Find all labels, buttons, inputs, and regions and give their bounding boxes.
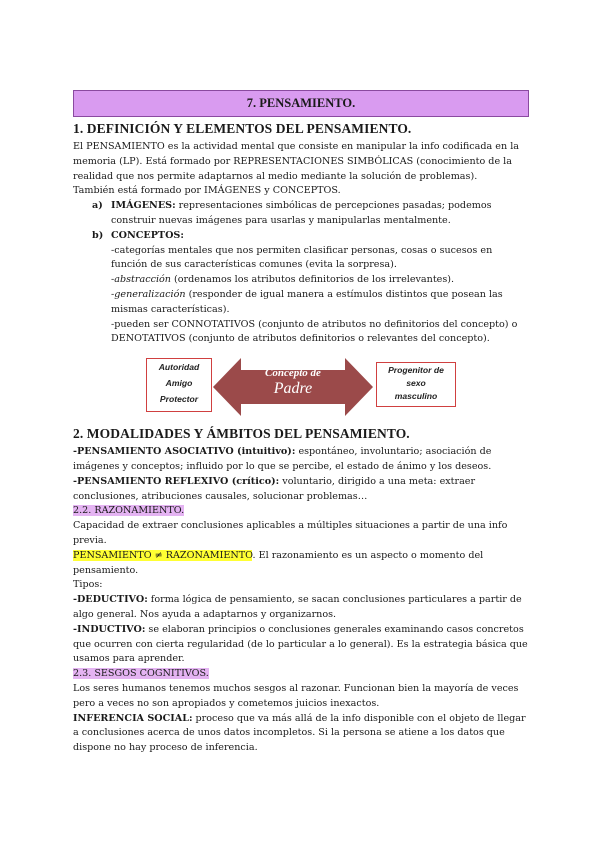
images-text: representaciones simbólicas de percepciones pasadas; podemos construir nuevas imágenes para usarlas y manipularlas mentalmente. <box>111 200 492 226</box>
associative-paragraph: -PENSAMIENTO ASOCIATIVO (intuitivo): espontáneo, involuntario; asociación de imágenes y conceptos; influido por lo que se percibe, el estado de ánimo y los deseos. <box>73 446 492 472</box>
reasoning-definition: Capacidad de extraer conclusiones aplicables a múltiples situaciones a partir de una info previa. <box>73 520 508 546</box>
center-concept-label <box>258 365 328 397</box>
inductive-term: -INDUCTIVO: <box>73 623 146 635</box>
reflexive-paragraph: -PENSAMIENTO REFLEXIVO (crítico): voluntario, dirigido a una meta: extraer conclusiones, atribuciones causales, solucionar problemas… <box>73 475 476 502</box>
concepts-line-abstraction: -abstracción (ordenamos los atributos definitorios de los irrelevantes). <box>111 274 455 286</box>
types-label: Tipos: <box>73 579 103 591</box>
biases-paragraph: Los seres humanos tenemos muchos sesgos al razonar. Funcionan bien la mayoría de veces pero a veces no son apropiados y cometemos juicios inexactos. <box>73 682 519 709</box>
center-concept-line-2: Padre <box>273 380 313 398</box>
connotative-box <box>146 358 212 412</box>
list-item-images <box>73 199 529 229</box>
center-concept-line-1: Concepto de <box>265 367 321 380</box>
list-item-concepts <box>73 229 529 347</box>
associative-term: -PENSAMIENTO ASOCIATIVO (intuitivo): <box>73 446 296 458</box>
concepts-line-4: -pueden ser CONNOTATIVOS (conjunto de atributos no definitorios del concepto) o DENOTATIVOS (conjunto de atributos definitorios o relevantes del concepto). <box>111 318 518 345</box>
social-inference-paragraph: INFERENCIA SOCIAL: proceso que va más allá de la info disponible con el objeto de llegar a conclusiones acerca de unos datos incompletos. Si la persona se atiene a los datos que dispone no hay proceso de inferencia. <box>73 712 526 754</box>
list-label-b: b) <box>92 229 104 241</box>
section-2-heading: 2. MODALIDADES Y ÁMBITOS DEL PENSAMIENTO. <box>73 426 410 442</box>
abstraction-term: abstracción <box>114 274 171 286</box>
reasoning-note: PENSAMIENTO ≠ RAZONAMIENTO. El razonamiento es un aspecto o momento del pensamiento. <box>73 549 484 576</box>
denotative-item: sexo <box>406 378 426 389</box>
denotative-box <box>376 362 456 407</box>
document-page <box>73 90 529 756</box>
connotative-item: Protector <box>159 394 199 405</box>
connotative-item: Amigo <box>165 378 193 389</box>
definition-paragraph: El PENSAMIENTO es la actividad mental que consiste en manipular la info codificada en la memoria (LP). Está formado por REPRESENTACIONES SIMBÓLICAS (conocimiento de la realidad que nos permite adaptarnos al medio mediante la solución de problemas). <box>73 141 519 182</box>
concepts-line-1: -categorías mentales que nos permiten clasificar personas, cosas o sucesos en función de sus características comunes (evita la sorpresa). <box>111 244 493 271</box>
section-1-heading: 1. DEFINICIÓN Y ELEMENTOS DEL PENSAMIENTO. <box>73 121 412 136</box>
images-term: IMÁGENES: <box>111 200 176 212</box>
concepts-line-generalization: -generalización (responder de igual manera a estímulos distintos que posean las mismas características). <box>111 288 503 315</box>
deductive-paragraph: -DEDUCTIVO: forma lógica de pensamiento, se sacan conclusiones particulares a partir de algo general. Nos ayuda a adaptarnos y organizarnos. <box>73 594 522 620</box>
chapter-title: 7. PENSAMIENTO. <box>73 90 529 117</box>
father-concept-diagram <box>73 356 529 418</box>
reasoning-highlight: PENSAMIENTO ≠ RAZONAMIENTO <box>73 549 253 561</box>
denotative-item: masculino <box>394 391 438 402</box>
generalization-term: generalización <box>114 288 186 300</box>
subsection-reasoning: 2.2. RAZONAMIENTO. <box>73 505 185 517</box>
list-label-a: a) <box>92 200 103 212</box>
social-inference-term: INFERENCIA SOCIAL: <box>73 712 193 724</box>
subsection-biases: 2.3. SESGOS COGNITIVOS. <box>73 668 209 680</box>
inductive-paragraph: -INDUCTIVO: se elaboran principios o conclusiones generales examinando casos concretos que ocurren con cierta regularidad (de lo particular a lo general). Es la estrategia básica que usamos para aprender. <box>73 623 528 665</box>
reflexive-term: -PENSAMIENTO REFLEXIVO (crítico): <box>73 475 280 487</box>
composition-paragraph: También está formado por IMÁGENES y CONCEPTOS. <box>73 185 341 197</box>
connotative-item: Autoridad <box>158 362 200 373</box>
deductive-term: -DEDUCTIVO: <box>73 594 148 606</box>
concepts-term: CONCEPTOS: <box>111 229 184 241</box>
denotative-item: Progenitor de <box>388 365 444 376</box>
